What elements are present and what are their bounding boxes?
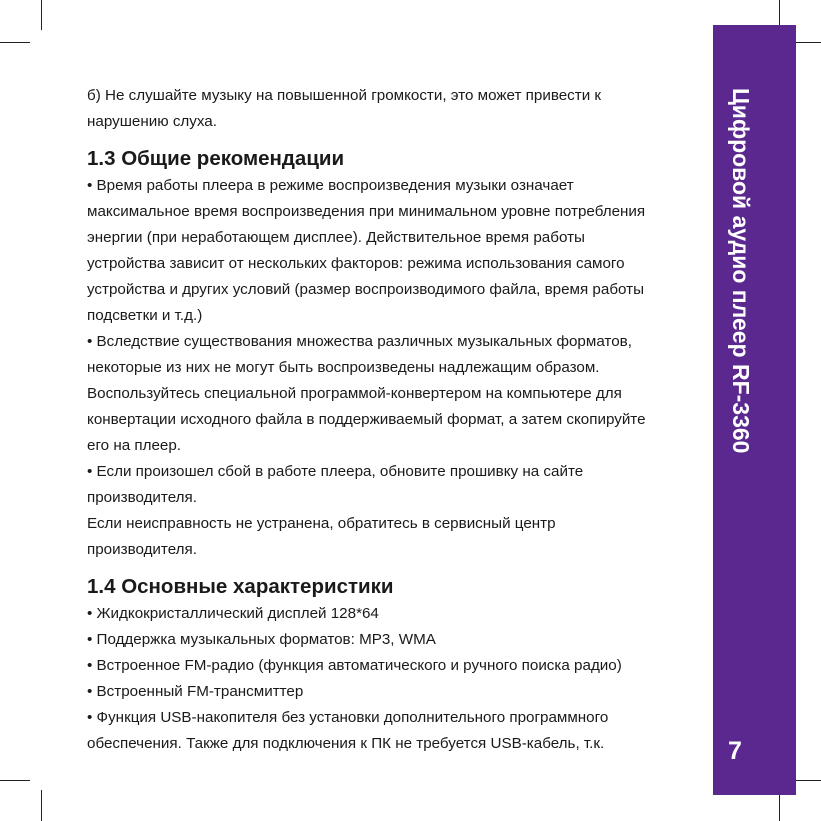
page-content [87, 83, 687, 757]
paragraph-line: • Встроенное FM-радио (функция автоматического и ручного поиска радио) [87, 657, 622, 674]
paragraph-line: конвертации исходного файла в поддерживаемый формат, а затем скопируйте [87, 411, 646, 428]
paragraph-line: обеспечения. Также для подключения к ПК не требуется USB-кабель, т.к. [87, 735, 605, 752]
paragraph-line: • Функция USB-накопителя без установки дополнительного программного [87, 709, 609, 726]
paragraph-line: производителя. [87, 489, 197, 506]
paragraph-line: некоторые из них не могут быть воспроизведены надлежащим образом. [87, 359, 600, 376]
section-heading: 1.4 Основные характеристики [87, 575, 394, 598]
paragraph-line: устройства и других условий (размер воспроизводимого файла, время работы [87, 281, 644, 298]
paragraph-line: • Вследствие существования множества различных музыкальных форматов, [87, 333, 632, 350]
paragraph-line: его на плеер. [87, 437, 182, 454]
paragraph-line: производителя. [87, 541, 197, 558]
paragraph-line: • Поддержка музыкальных форматов: MP3, WMA [87, 631, 436, 648]
paragraph-line: Воспользуйтесь специальной программой-конвертером на компьютере для [87, 385, 622, 402]
paragraph-line: устройства зависит от нескольких факторов: режима использования самого [87, 255, 625, 272]
paragraph-line: нарушению слуха. [87, 113, 217, 130]
paragraph-line: подсветки и т.д.) [87, 307, 203, 324]
crop-mark [0, 780, 30, 781]
section-heading: 1.3 Общие рекомендации [87, 147, 345, 170]
paragraph-line: • Если произошел сбой в работе плеера, обновите прошивку на сайте [87, 463, 584, 480]
paragraph-line: максимальное время воспроизведения при минимальном уровне потребления [87, 203, 646, 220]
paragraph-line: энергии (при неработающем дисплее). Действительное время работы [87, 229, 585, 246]
crop-mark [41, 790, 42, 821]
crop-mark [0, 42, 30, 43]
crop-mark [41, 0, 42, 30]
paragraph-line: • Жидкокристаллический дисплей 128*64 [87, 605, 379, 622]
paragraph-line: б) Не слушайте музыку на повышенной громкости, это может привести к [87, 87, 602, 104]
paragraph-line: • Встроенный FM-трансмиттер [87, 683, 304, 700]
page-number: 7 [728, 737, 742, 765]
paragraph-line: Если неисправность не устранена, обратитесь в сервисный центр [87, 515, 556, 532]
paragraph-line: • Время работы плеера в режиме воспроизведения музыки означает [87, 177, 574, 194]
sidebar-title: Цифровой аудио плеер RF-3360 [728, 88, 754, 454]
sidebar-band [713, 25, 796, 795]
